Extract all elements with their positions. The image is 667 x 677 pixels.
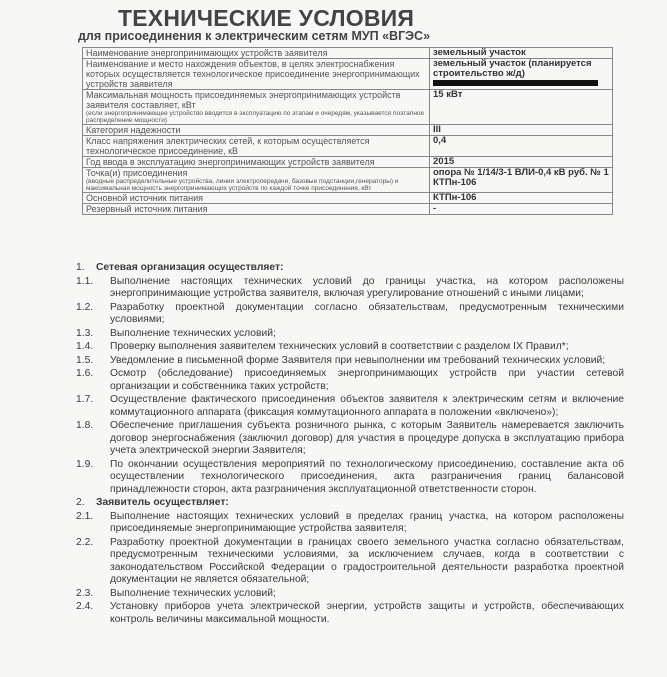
section-1-heading <box>76 262 624 275</box>
redaction-bar <box>433 80 598 86</box>
spec-label-text: Наименование и место нахождения объектов, в целях электроснабжения которых осуществляется технологическое присоединение энергопринимающих устройств заявителя <box>86 59 420 89</box>
spec-value <box>430 204 613 215</box>
spec-table <box>82 47 613 215</box>
spec-value <box>430 157 613 168</box>
spec-note: (вводные распределительные устройства, линии электропередачи, базовые подстанции,генераторы) и максимальная мощность энергопринимающих устройств по каждой точке присоединения, кВт <box>86 178 399 192</box>
spec-value <box>430 193 613 204</box>
item-number: 1.8. <box>76 420 94 431</box>
item-text: Обеспечение приглашения субъекта розничного рынка, с которым Заявитель намеревается заключить договор энергоснабжения (заключил договор) для участия в процедуре допуска в эксплуатацию прибора учета электрической энергии Заявителя; <box>110 420 624 456</box>
spec-value-text: КТПн-106 <box>433 192 477 203</box>
spec-row <box>83 48 613 59</box>
item-number: 1.9. <box>76 458 94 470</box>
item-text: Осуществление фактического присоединения объектов заявителя к электрическим сетям и включение коммутационного аппарата (фиксация коммутационного аппарата в положении «включено»); <box>110 394 624 418</box>
spec-row <box>83 59 613 90</box>
spec-label-text: Класс напряжения электрических сетей, к которым осуществляется технологическое присоединение, кВ <box>86 136 370 156</box>
spec-value <box>430 59 613 90</box>
section-title: Заявитель осуществляет: <box>96 497 229 508</box>
spec-row <box>83 125 613 136</box>
item-number: 1.4. <box>76 341 94 352</box>
item-number: 2.1. <box>76 510 94 522</box>
item-text: По окончании осуществления мероприятий по технологическому присоединению, составление акта об осуществлении технологического присоединения, акта разграничения границ балансовой принадлежности сторон, акта разграничения эксплуатационной ответственности сторон. <box>110 458 624 495</box>
spec-label <box>83 168 430 193</box>
spec-row <box>83 136 613 157</box>
spec-value-text: 0,4 <box>433 135 447 146</box>
item-number: 1.3. <box>76 327 94 339</box>
item-text: Разработку проектной документации в границах своего земельного участка согласно обязательствам, предусмотренным техническими условиями, за исключением случаев, когда в соответствии с законодательством Российской Федерации о градостроительной деятельности разработка проектной документации не является обязательной; <box>110 536 624 585</box>
spec-label <box>83 136 430 157</box>
spec-label <box>83 90 430 125</box>
list-item <box>76 341 624 354</box>
spec-value-text: III <box>433 124 441 135</box>
section-2-heading <box>76 497 624 510</box>
list-item <box>76 511 624 536</box>
spec-row <box>83 204 613 215</box>
list-item <box>76 276 624 301</box>
section-number: 1. <box>76 262 85 273</box>
spec-value-text: земельный участок (планируется строительство ж/д) <box>433 58 592 79</box>
section-title: Сетевая организация осуществляет: <box>96 262 284 273</box>
spec-value-text: - <box>433 203 437 214</box>
spec-label-text: Резервный источник питания <box>86 204 208 214</box>
spec-row <box>83 168 613 193</box>
spec-label <box>83 48 430 59</box>
sections <box>76 262 624 627</box>
spec-label-text: Категория надежности <box>86 125 181 135</box>
item-number: 2.4. <box>76 601 94 612</box>
list-item <box>76 368 624 393</box>
list-item <box>76 302 624 327</box>
item-number: 2.2. <box>76 536 94 548</box>
item-text: Разработку проектной документации согласно обязательствам, предусмотренным техническими условиями; <box>110 301 624 325</box>
list-item <box>76 588 624 601</box>
spec-label-text: Основной источник питания <box>86 193 204 203</box>
list-item <box>76 459 624 497</box>
item-number: 1.7. <box>76 394 94 405</box>
spec-row <box>83 90 613 125</box>
section-1-list <box>76 276 624 497</box>
item-text: Выполнение настоящих технических условий до границы участка, на котором расположены энергопринимающие устройства заявителя, включая урегулирование отношений с иными лицами; <box>110 275 624 299</box>
spec-row <box>83 157 613 168</box>
spec-note: (если энергопринимающее устройство вводится в эксплуатацию по этапам и очередям, указывается поэтапное распределение мощности) <box>86 110 425 124</box>
spec-value-text: 15 кВт <box>433 89 463 100</box>
item-text: Осмотр (обследование) присоединяемых энергопринимающих устройств при участии сетевой организации и собственника таких устройств; <box>110 368 624 392</box>
spec-value-text: 2015 <box>433 156 455 167</box>
list-item <box>76 537 624 587</box>
spec-label <box>83 204 430 215</box>
spec-row <box>83 193 613 204</box>
spec-label-text: Точка(и) присоединения <box>86 168 188 178</box>
item-text: Установку приборов учета электрической энергии, устройств защиты и устройств, обеспечивающих контроль величины максимальной мощности. <box>110 601 624 625</box>
item-number: 1.1. <box>76 275 94 287</box>
item-number: 1.2. <box>76 301 94 313</box>
spec-label <box>83 125 430 136</box>
spec-value <box>430 48 613 59</box>
spec-value-text: земельный участок <box>433 47 526 58</box>
document-title: ТЕХНИЧЕСКИЕ УСЛОВИЯ <box>118 5 415 31</box>
list-item <box>76 355 624 368</box>
document-subtitle: для присоединения к электрическим сетям МУП «ВГЭС» <box>78 29 431 43</box>
item-text: Выполнение технических условий; <box>110 587 276 599</box>
spec-value <box>430 90 613 125</box>
section-2-list <box>76 511 624 627</box>
spec-label <box>83 193 430 204</box>
item-number: 1.6. <box>76 368 94 379</box>
spec-label-text: Максимальная мощность присоединяемых энергопринимающих устройств заявителя составляет, кВт <box>86 90 401 110</box>
list-item <box>76 601 624 626</box>
spec-value <box>430 125 613 136</box>
spec-label-text: Год ввода в эксплуатацию энергопринимающих устройств заявителя <box>86 157 375 167</box>
list-item <box>76 394 624 419</box>
item-number: 1.5. <box>76 354 94 366</box>
spec-value <box>430 136 613 157</box>
item-number: 2.3. <box>76 587 94 599</box>
item-text: Выполнение технических условий; <box>110 327 276 339</box>
section-number: 2. <box>76 497 85 508</box>
list-item <box>76 328 624 341</box>
item-text: Уведомление в письменной форме Заявителя при невыполнении им требований технических условий; <box>110 354 606 366</box>
item-text: Проверку выполнения заявителем технических условий в соответствии с разделом IX Правил*; <box>110 341 569 352</box>
item-text: Выполнение настоящих технических условий в пределах границ участка, на котором расположены присоединяемые энергопринимающие устройства заявителя; <box>110 510 624 534</box>
spec-label <box>83 157 430 168</box>
spec-value-text: опора № 1/14/3-1 ВЛИ-0,4 кВ руб. № 1 КТПн-106 <box>433 167 609 188</box>
spec-value <box>430 168 613 193</box>
list-item <box>76 420 624 458</box>
spec-label <box>83 59 430 90</box>
spec-label-text: Наименование энергопринимающих устройств заявителя <box>86 48 328 58</box>
